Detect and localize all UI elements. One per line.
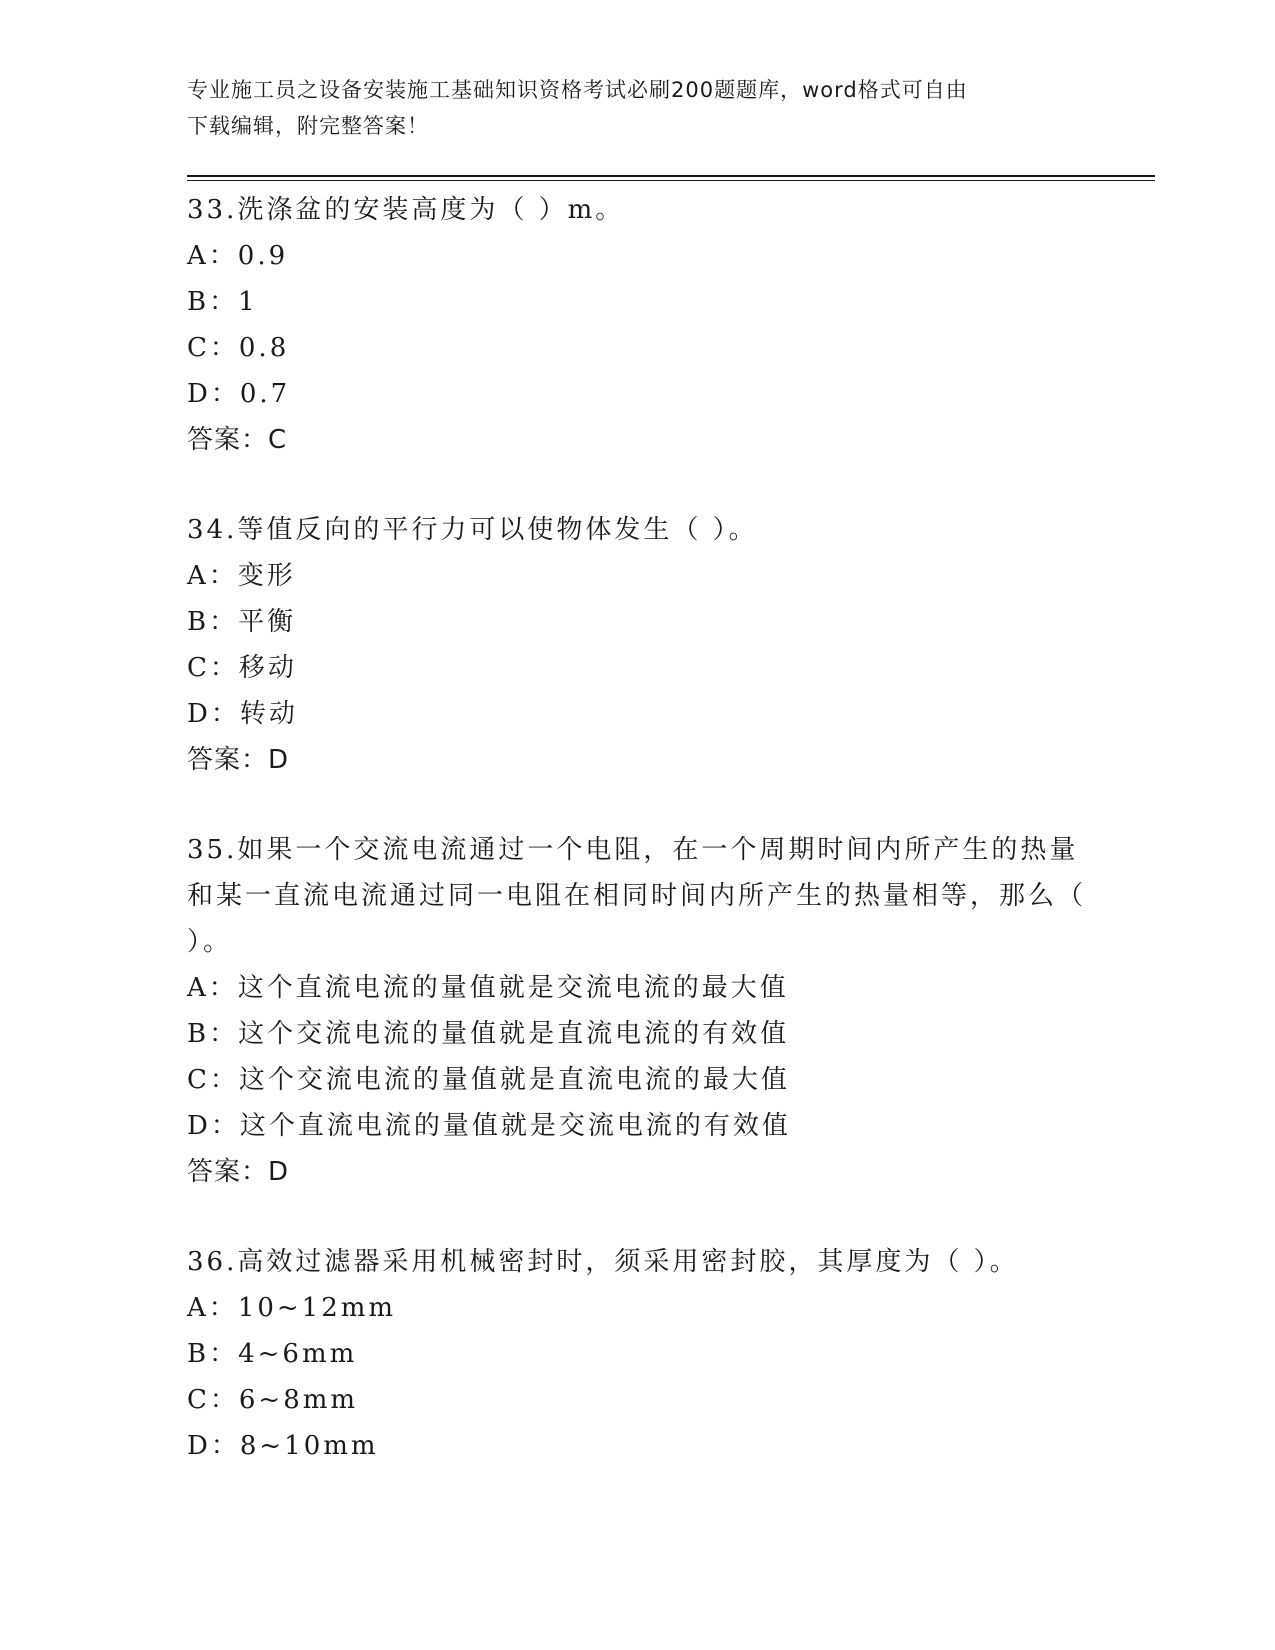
option-a: A：10~12mm — [187, 1293, 397, 1323]
option-c: C：移动 — [187, 653, 297, 683]
option-d: D：8~10mm — [187, 1431, 379, 1461]
header-line-1: 专业施工员之设备安装施工基础知识资格考试必刷200题题库，word格式可自由 — [187, 78, 968, 102]
document-page — [187, 72, 1155, 1469]
option-a: A：变形 — [187, 561, 296, 591]
question-34 — [187, 507, 1155, 783]
option-d: D：转动 — [187, 699, 298, 729]
option-b: B：1 — [187, 287, 258, 317]
document-header — [187, 72, 1067, 144]
question-33 — [187, 187, 1155, 463]
question-stem: 33.洗涤盆的安装高度为（ ）m。 — [187, 195, 625, 225]
option-d: D：这个直流电流的量值就是交流电流的有效值 — [187, 1111, 791, 1141]
option-a: A：0.9 — [187, 241, 289, 271]
option-b: B：这个交流电流的量值就是直流电流的有效值 — [187, 1019, 790, 1049]
header-line-2: 下载编辑，附完整答案！ — [187, 114, 429, 138]
option-c: C：6~8mm — [187, 1385, 359, 1415]
option-d: D：0.7 — [187, 379, 291, 409]
question-stem: 35.如果一个交流电流通过一个电阻，在一个周期时间内所产生的热量和某一直流电流通过同一电阻在相同时间内所产生的热量相等，那么（ ）。 — [187, 835, 1087, 957]
question-stem: 36.高效过滤器采用机械密封时，须采用密封胶，其厚度为（ ）。 — [187, 1247, 1019, 1277]
question-stem: 34.等值反向的平行力可以使物体发生（ ）。 — [187, 515, 758, 545]
question-36 — [187, 1239, 1155, 1469]
option-c: C：这个交流电流的量值就是直流电流的最大值 — [187, 1065, 790, 1095]
answer: 答案：D — [187, 1157, 290, 1187]
option-c: C：0.8 — [187, 333, 290, 363]
question-35 — [187, 827, 1155, 1195]
option-a: A：这个直流电流的量值就是交流电流的最大值 — [187, 973, 789, 1003]
header-divider — [187, 175, 1155, 177]
option-b: B：4~6mm — [187, 1339, 358, 1369]
answer: 答案：C — [187, 425, 288, 455]
option-b: B：平衡 — [187, 607, 297, 637]
answer: 答案：D — [187, 745, 290, 775]
